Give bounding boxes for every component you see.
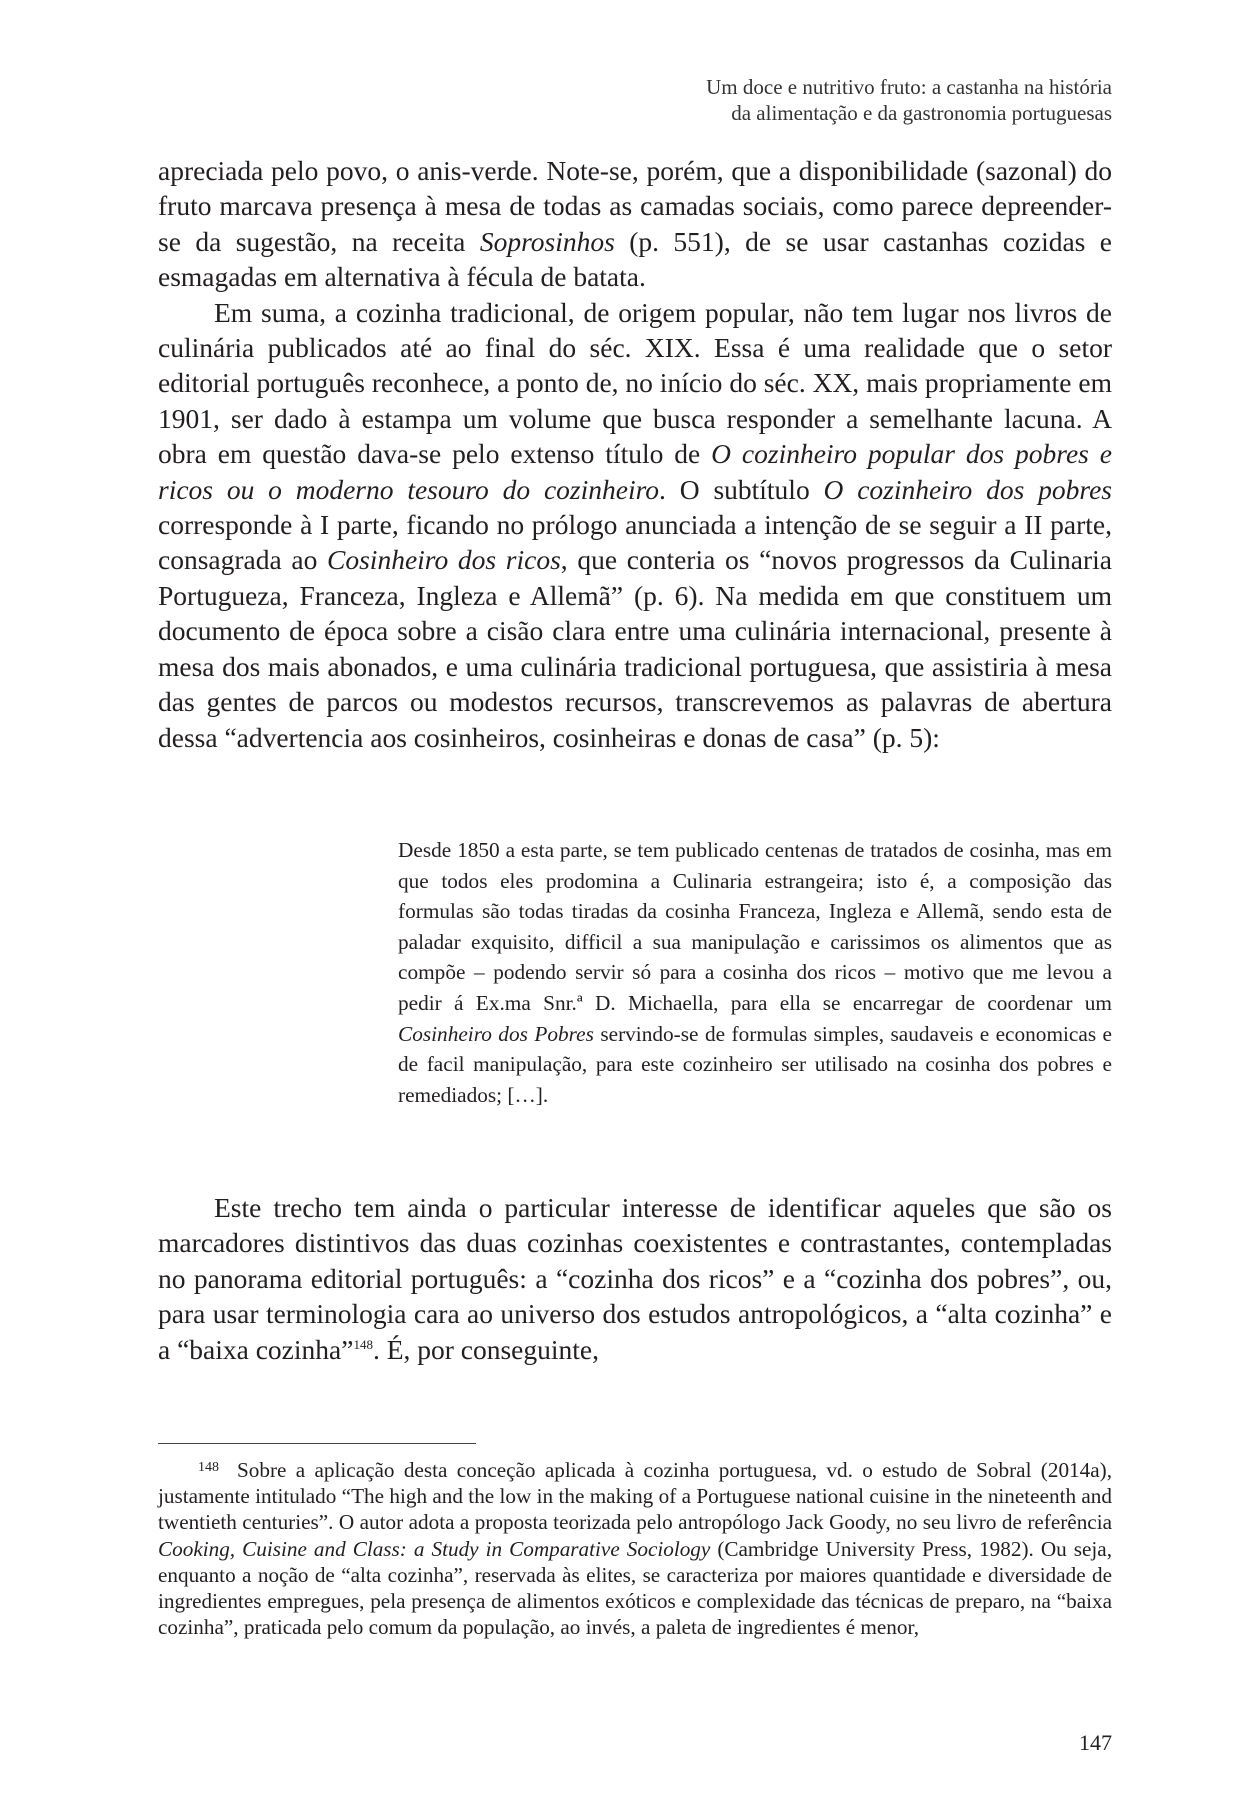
main-text-continued	[158, 1190, 1112, 1367]
recipe-title: Soprosinhos	[479, 225, 615, 257]
page-number: 147	[1079, 1730, 1112, 1755]
running-header	[412, 74, 1112, 126]
footnote-number: 148	[198, 1460, 219, 1475]
main-text	[158, 153, 1112, 755]
block-quote: Desde 1850 a esta parte, se tem publicado centenas de tratados de cosinha, mas em que todos eles prodomina a Culinaria estrangeira; isto é, a composição das formulas são todas tiradas da cosinha Franceza, Ingleza e Allemã, sendo esta de paladar exquisito, difficil a sua manipulação e carissimos os alimentos que as compõe – podendo servir só para a cosinha dos ricos – motivo que me levou a pedir á Ex.ma Snr.ª D. Michaella, para ella se encarregar de coordenar um Cosinheiro dos Pobres servindo-se de formulas simples, saudaveis e economicas e de facil manipulação, para este cozinheiro ser utilisado na cosinha dos pobres e remediados; […].	[398, 838, 1113, 1107]
paragraph-continued: apreciada pelo povo, o anis-verde. Note-se, porém, que a disponibilidade (sazonal) do fruto marcava presença à mesa de todas as camadas sociais, como parece depreender-se da sugestão, na receita Soprosinhos (p. 551), de se usar castanhas cozidas e esmagadas em alternativa à fécula de batata.	[158, 155, 1112, 293]
paragraph: Em suma, a cozinha tradicional, de origem popular, não tem lugar nos livros de culinária publicados até ao final do séc. XIX. Essa é uma realidade que o setor editorial português reconhece, a ponto de, no início do séc. XX, mais propriamente em 1901, ser dado à estampa um volume que busca responder a semelhante lacuna. A obra em questão dava-se pelo extenso título de O cozinheiro popular dos pobres e ricos ou o moderno tesouro do cozinheiro. O subtítulo O cozinheiro dos pobres corresponde à I parte, ficando no prólogo anunciada a intenção de se seguir a II parte, consagrada ao Cosinheiro dos ricos, que conteria os “novos progressos da Culinaria Portugueza, Franceza, Ingleza e Allemã” (p. 6). Na medida em que constituem um documento de época sobre a cisão clara entre uma culinária internacional, presente à mesa dos mais abonados, e uma culinária tradicional portuguesa, que assistiria à mesa das gentes de parcos ou modestos recursos, transcrevemos as palavras de abertura dessa “advertencia aos cosinheiros, cosinheiras e donas de casa” (p. 5):	[158, 296, 1112, 753]
book-subtitle: O cozinheiro dos pobres	[823, 473, 1112, 505]
footnote: $^{148}$ Sobre a aplicação desta conceção aplicada à cozinha portuguesa, vd. o estudo de Sobral (2014a), justamente intitulado “The high and the low in the making of a Portuguese national cuisine in the nineteenth and twentieth centuries”. O autor adota a proposta teorizada pelo antropólogo Jack Goody, no seu livro de referência Cooking, Cuisine and Class: a Study in Comparative Sociology (Cambridge University Press, 1982). Ou seja, enquanto a noção de “alta cozinha”, reservada às elites, se caracteriza por maiores quantidade e diversidade de ingredientes empregues, pela presença de alimentos exóticos e complexidade das técnicas de preparo, na “baixa cozinha”, praticada pelo comum da população, ao invés, a paleta de ingredientes é menor,	[158, 1458, 1112, 1640]
book-title: O cozinheiro popular dos pobres e ricos ou o moderno tesouro do cozinheiro	[158, 438, 1112, 505]
footnote-reference[interactable]: 148	[353, 1336, 373, 1352]
footnote-book-title: Cooking, Cuisine and Class: a Study in Comparative Sociology	[158, 1536, 711, 1561]
footnote-divider	[158, 1443, 476, 1444]
book-part-title: Cosinheiro dos ricos	[327, 544, 561, 576]
running-header-line-1: Um doce e nutritivo fruto: a castanha na história	[706, 75, 1112, 99]
running-header-line-2: da alimentação e da gastronomia portuguesas	[731, 101, 1112, 125]
quote-italic: Cosinheiro dos Pobres	[398, 1021, 594, 1046]
paragraph: Este trecho tem ainda o particular interesse de identificar aqueles que são os marcadores distintivos das duas cozinhas coexistentes e contrastantes, contempladas no panorama editorial português: a “cozinha dos ricos” e a “cozinha dos pobres”, ou, para usar terminologia cara ao universo dos estudos antropológicos, a “alta cozinha” e a “baixa cozinha”$^{148}$. É, por conseguinte,	[158, 1192, 1112, 1365]
footnotes	[158, 1455, 1112, 1640]
